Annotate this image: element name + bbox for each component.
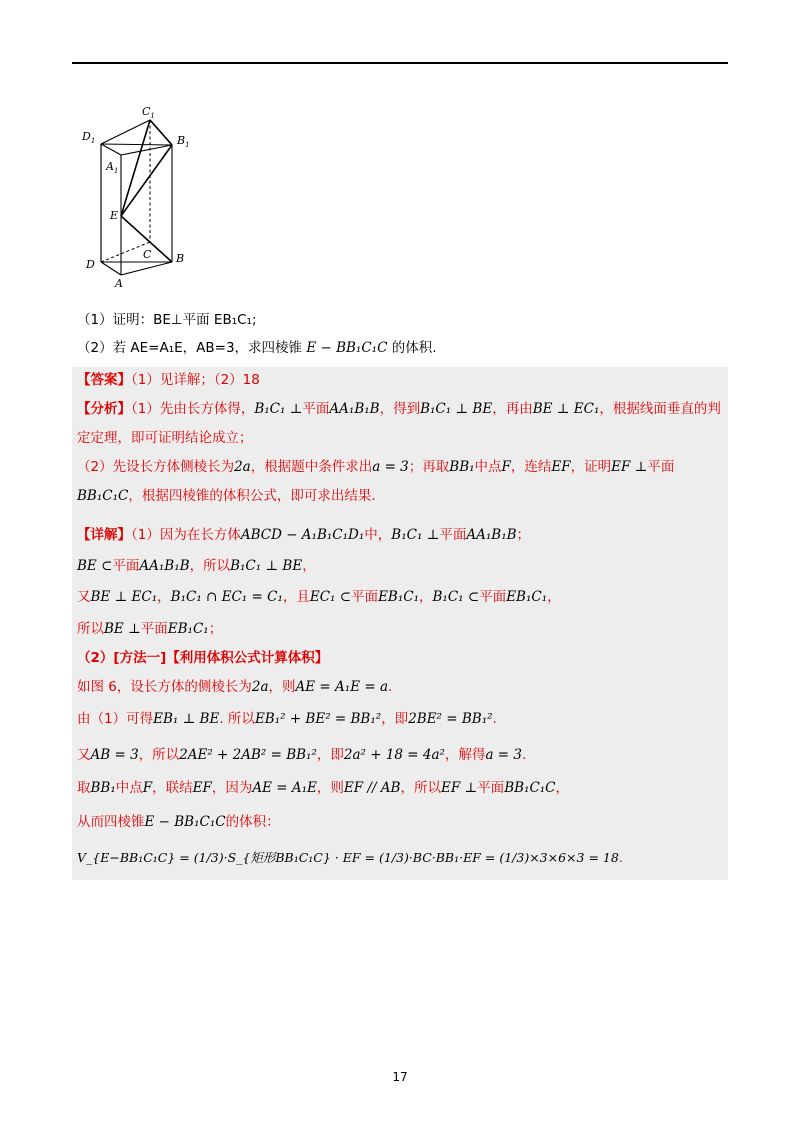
detail-method-heading: （2）[方法一]【利用体积公式计算体积】 [77,650,329,666]
detail-line-4: 所以BE ⊥平面EB₁C₁； [77,621,223,637]
label-A1: $A_1$ [106,160,119,175]
analysis-line-4: BB₁C₁C，根据四棱锥的体积公式，即可求出结果. [77,488,376,504]
label-D: D [86,258,95,271]
label-A: A [115,277,123,290]
label-E: E [110,209,119,222]
page-number: 17 [392,1070,408,1084]
label-B1: $B_1$ [177,134,190,149]
answer-line: 【答案】（1）见详解；（2）18 [77,372,260,388]
question-part-1: （1）证明：BE⊥平面 EB₁C₁; [77,312,257,328]
detail-line-6: 如图 6，设长方体的侧棱长为2a，则AE = A₁E = a. [77,679,393,695]
detail-line-7: 由（1）可得EB₁ ⊥ BE. 所以EB₁² + BE² = BB₁²，即2BE² = BB₁². [77,711,497,727]
detail-line-8: 又AB = 3，所以2AE² + 2AB² = BB₁²，即2a² + 18 = 4a²，解得a = 3. [77,747,527,763]
detail-line-10: 从而四棱锥E − BB₁C₁C的体积： [77,814,280,830]
detail-line-1: 【详解】（1）因为在长方体ABCD − A₁B₁C₁D₁中，B₁C₁ ⊥平面AA₁B₁B； [77,527,531,543]
detail-line-9: 取BB₁中点F，联结EF，因为AE = A₁E，则EF // AB，所以EF ⊥平面BB₁C₁C， [77,780,570,796]
cuboid-diagram [78,100,208,295]
analysis-line-2: 定定理，即可证明结论成立； [77,430,253,446]
header-rule [72,62,728,64]
detail-line-2: BE ⊂平面AA₁B₁B，所以B₁C₁ ⊥ BE， [77,558,316,574]
cuboid-figure [78,100,208,295]
label-C1: $C_1$ [142,105,155,120]
label-C: C [143,248,152,261]
question-part-2: （2）若 AE=A₁E，AB=3，求四棱锥 E − BB₁C₁C 的体积. [77,340,437,356]
analysis-line-1: 【分析】（1）先由长方体得，B₁C₁ ⊥平面AA₁B₁B，得到B₁C₁ ⊥ BE，再由BE ⊥ EC₁，根据线面垂直的判 [77,401,721,417]
label-B: B [176,252,185,265]
detail-volume-formula: V_{E−BB₁C₁C} = (1/3)·S_{矩形BB₁C₁C} · EF = (1/3)·BC·BB₁·EF = (1/3)×3×6×3 = 18. [77,850,623,865]
detail-line-3: 又BE ⊥ EC₁，B₁C₁ ∩ EC₁ = C₁，且EC₁ ⊂平面EB₁C₁，B₁C₁ ⊂平面EB₁C₁， [77,589,561,605]
analysis-line-3: （2）先设长方体侧棱长为2a，根据题中条件求出a = 3；再取BB₁中点F，连结EF，证明EF ⊥平面 [77,459,675,475]
label-D1: $D_1$ [82,130,96,145]
